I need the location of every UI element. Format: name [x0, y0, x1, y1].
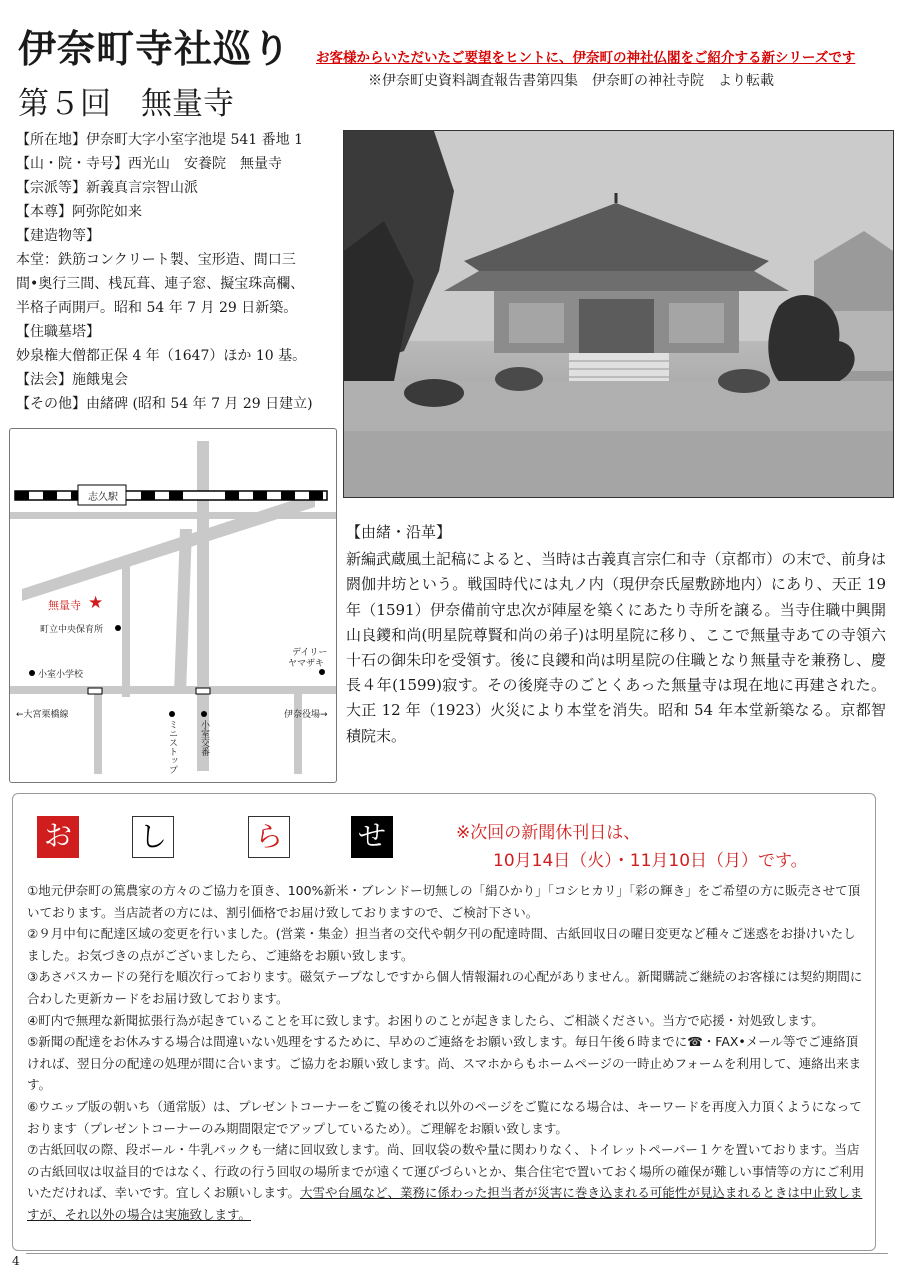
info-line: 【宗派等】新義真言宗智山派 [16, 180, 198, 196]
source-note: ※伊奈町史資料調査報告書第四集 伊奈町の神社寺院 より転載 [368, 73, 774, 89]
notice-list [27, 880, 865, 1226]
page-number: 4 [12, 1254, 20, 1268]
info-line: 間•奥行三間、桟瓦葺、連子窓、擬宝珠高欄、 [16, 276, 305, 292]
ministop-marker [169, 711, 175, 717]
map-temple-label: 無量寺 [48, 599, 81, 612]
road [22, 493, 315, 601]
info-line: 本堂：鉄筋コンクリート製、宝形造、間口三 [16, 252, 296, 268]
road [94, 694, 102, 774]
episode-number: 第５回 [18, 86, 111, 122]
notice-item: ⑥ウエッブ版の朝いち（通常版）は、プレゼントコーナーをご覧の後それ以外のページをご覧になる場合は、キーワードを再度入力頂くようになっております（プレゼントコーナーのみ期間限定でアップしているため）。ご理解をお願い致します。 [27, 1098, 862, 1136]
signal-icon [88, 688, 102, 694]
map-school-label: 小室小学校 [38, 670, 84, 680]
info-line: 妙泉権大僧都正保 4 年（1647）ほか 10 基。 [16, 348, 307, 364]
map-station-label: 志久駅 [88, 492, 118, 503]
map-store-label-2: ヤマザキ [288, 659, 325, 669]
notice-item [27, 1139, 865, 1225]
info-line: 【本尊】阿弥陀如来 [16, 204, 142, 220]
info-line: 【所在地】伊奈町大字小室字池堤 541 番地 1 [16, 132, 303, 148]
info-line: 【住職墓塔】 [16, 324, 100, 340]
notice-item-underlined: 大雪や台風など、業務に係わった担当者が災害に巻き込まれる可能性が見込まれるときは中止致しますが、それ以外の場合は実施致します。 [27, 1185, 863, 1222]
map-office-label: 伊奈役場→ [284, 710, 328, 720]
notice-item: ①地元伊奈町の篤農家の方々のご協力を頂き、100%新米・ブレンドー切無しの「絹ひかり」「コシヒカリ」「彩の輝き」をご希望の方に販売させて頂いております。当店読者の方には、割引価格でお届け致しておりますので、ご検討下さい。 [27, 883, 861, 920]
signal-icon [196, 688, 210, 694]
road [10, 686, 336, 694]
notice-item: ②９月中旬に配達区域の変更を行いました。(営業・集金）担当者の交代や朝夕刊の配達時間、古紙回収日の曜日変更など種々ご迷惑をお掛けいたしました。お気づきの点がございましたら、ご連絡をお願い致します。 [27, 926, 856, 963]
notice-box [12, 793, 876, 1251]
series-subtitle: お客様からいただいたご要望をヒントに、伊奈町の神社仏閣をご紹介する新シリーズです [316, 50, 856, 66]
temple-star-icon: ★ [88, 593, 104, 613]
nursery-marker [115, 625, 121, 631]
info-line: 半格子両開戸。昭和 54 年 7 月 29 日新築。 [16, 300, 298, 316]
notice-tile: ら [248, 816, 290, 858]
store-marker [319, 669, 325, 675]
history-section [346, 520, 886, 749]
page-title: 伊奈町寺社巡り [18, 27, 292, 71]
access-map [9, 428, 337, 783]
notice-item: ⑤新聞の配達をお休みする場合は間違いない処理をするために、早めのご連絡をお願い致します。毎日午後６時までに☎・FAX•メール等でご連絡頂ければ、翌日分の配達の処理が間に合います。ご協力をお願い致します。尚、スマホからもホームページの一時止めフォームを利用して、連絡出来ます。 [27, 1034, 862, 1093]
koban-marker [201, 711, 207, 717]
road [122, 557, 130, 697]
info-line: 【山・院・寺号】西光山 安養院 無量寺 [16, 156, 282, 172]
info-line: 【法会】施餓鬼会 [16, 372, 128, 388]
map-nursery-label: 町立中央保育所 [40, 625, 104, 635]
temple-info [16, 128, 336, 416]
map-ministop-label: ミニストップ [167, 720, 177, 774]
road [174, 529, 192, 694]
road [294, 694, 302, 774]
notice-tile: お [37, 816, 79, 858]
map-store-label-1: デイリー [292, 648, 328, 658]
temple-photo-illustration [344, 131, 893, 497]
info-line: 【その他】由緒碑 (昭和 54 年 7 月 29 日建立) [16, 396, 313, 412]
map-omiya-label: ←大宮栗橋線 [16, 710, 69, 720]
history-heading: 【由緒・沿革】 [346, 523, 452, 541]
notice-item: ③あさパスカードの発行を順次行っております。磁気テープなしですから個人情報漏れの心配がありません。新聞購読ご継続のお客様には契約期間に合わした更新カードをお届け致しております。 [27, 969, 863, 1006]
episode-heading [18, 78, 234, 123]
map-koban-label: 小室交番 [199, 720, 209, 756]
notice-item-text: ⑦古紙回収の際、段ボール・牛乳パックも一緒に回収致します。尚、回収袋の数や量に関わりなく、トイレットペーパー１ケを置いております。当店の古紙回収は収益目的ではなく、行政の行う回収の場所までが遠くて運びづらいとか、集合住宅で置いておく場所の確保が難しい事情等の方にご利用いただければ、幸いです。宜しくお願いします。 [27, 1142, 865, 1201]
holiday-notice-line1: ※次回の新聞休刊日は、 [456, 823, 641, 843]
holiday-notice-line2: 10月14日（火）・11月10日（月）です。 [493, 851, 808, 871]
history-body: 新編武蔵風土記稿によると、当時は古義真言宗仁和寺（京都市）の末で、前身は閼伽井坊という。戦国時代には丸ノ内（現伊奈氏屋敷跡地内）にあり、天正 19 年（1591）伊奈備前守忠次が陣屋を築くにあたり寺所を譲る。当寺住職中興開山良鑁和尚(明星院尊賢和尚の弟子)は明星院に移り、ここで無量寺あての寺領六十石の御朱印を受領す。後に良鑁和尚は明星院の住職となり無量寺を兼務し、慶長４年(1599)寂す。その後廃寺のごとくあった無量寺は現在地に再建された。大正 12 年（1923）火災により本堂を消失。昭和 54 年本堂新築なる。京都智積院末。 [346, 550, 886, 745]
footer-rule [26, 1253, 888, 1254]
notice-tile: せ [351, 816, 393, 858]
notice-tile: し [132, 816, 174, 858]
info-line: 【建造物等】 [16, 228, 100, 244]
school-marker [29, 670, 35, 676]
temple-name: 無量寺 [141, 86, 234, 122]
notice-item: ④町内で無理な新聞拡張行為が起きていることを耳に致します。お困りのことが起きましたら、ご相談ください。当方で応援・対処致します。 [27, 1012, 824, 1028]
temple-photo [343, 130, 894, 498]
